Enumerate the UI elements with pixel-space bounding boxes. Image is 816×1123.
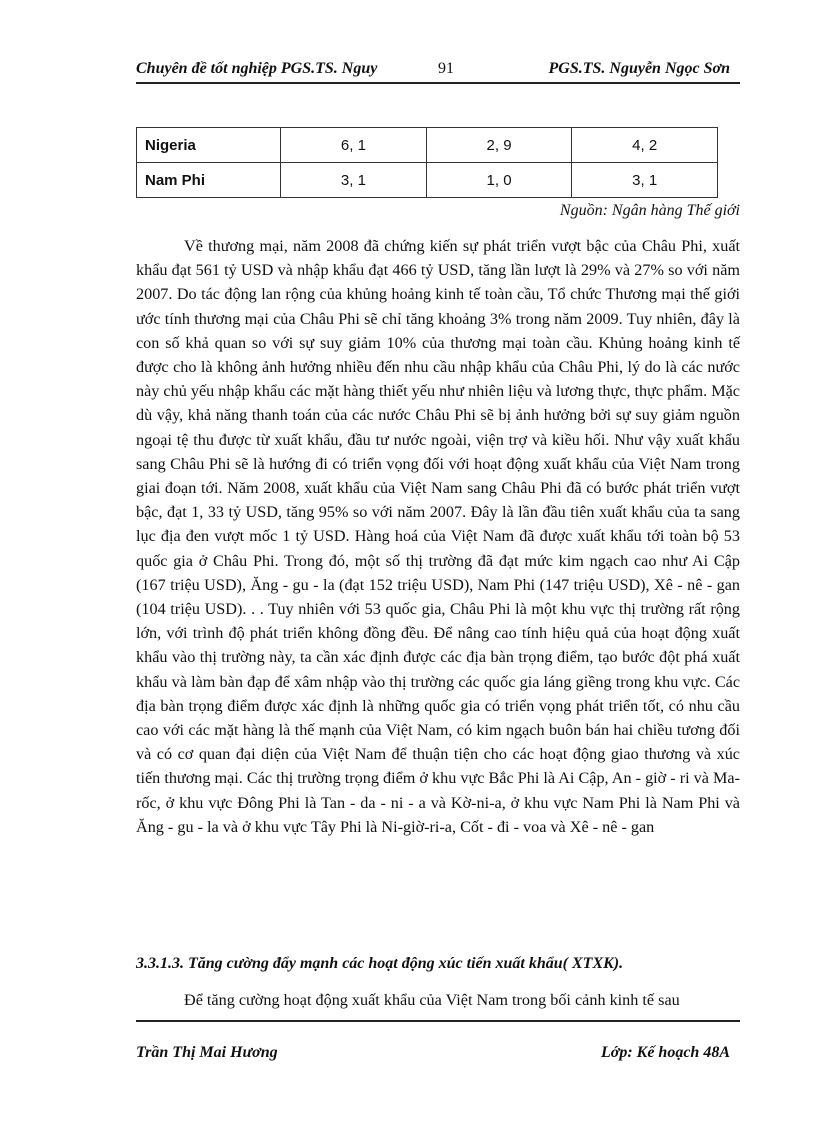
- footer-class: Lớp: Kế hoạch 48A: [600, 1044, 730, 1061]
- page-number: 91: [438, 60, 454, 77]
- table-cell: 3, 1: [572, 163, 718, 198]
- body-paragraph-container: [136, 234, 740, 839]
- body-paragraph: Để tăng cường hoạt động xuất khẩu của Việt Nam trong bối cảnh kinh tế sau: [184, 991, 680, 1009]
- header-right-text: PGS.TS. Nguyễn Ngọc Sơn: [548, 60, 730, 77]
- table-cell: 4, 2: [572, 128, 718, 163]
- table-cell-country: Nigeria: [137, 128, 281, 163]
- table-cell: 2, 9: [426, 128, 572, 163]
- table-row: [137, 128, 718, 163]
- page-footer: [136, 1020, 740, 1061]
- table-row: [137, 163, 718, 198]
- table-cell: 1, 0: [426, 163, 572, 198]
- table-cell: 3, 1: [281, 163, 427, 198]
- table-cell: 6, 1: [281, 128, 427, 163]
- body-paragraph: Về thương mại, năm 2008 đã chứng kiến sự phát triển vượt bậc của Châu Phi, xuất khẩu đạt 561 tỷ USD và nhập khẩu đạt 466 tỷ USD, tăng lần lượt là 29% và 27% so với năm 2007. Do tác động lan rộng của khủng hoảng kinh tế toàn cầu, Tổ chức Thương mại thế giới ước tính thương mại của Châu Phi sẽ chỉ tăng khoảng 3% trong năm 2009. Tuy nhiên, đây là con số khả quan so với sự suy giảm 10% của thương mại toàn cầu. Khủng hoảng kinh tế được cho là không ảnh hưởng nhiều đến nhu cầu nhập khẩu của Châu Phi, lý do là các nước này chủ yếu nhập khẩu các mặt hàng thiết yếu như nhiên liệu và lương thực, thực phẩm. Mặc dù vậy, khả năng thanh toán của các nước Châu Phi sẽ bị ảnh hưởng bởi sự suy giảm nguồn ngoại tệ thu được từ xuất khẩu, đầu tư nước ngoài, viện trợ và kiều hối. Như vậy xuất khẩu sang Châu Phi sẽ là hướng đi có triển vọng đối với hoạt động xuất khẩu của Việt Nam trong giai đoạn tới. Năm 2008, xuất khẩu của Việt Nam sang Châu Phi đã có bước phát triển vượt bậc, đạt 1, 33 tỷ USD, tăng 95% so với năm 2007. Đây là lần đầu tiên xuất khẩu của ta sang lục địa đen vượt mốc 1 tỷ USD. Hàng hoá của Việt Nam đã được xuất khẩu tới toàn bộ 53 quốc gia ở Châu Phi. Trong đó, một số thị trường đã đạt mức kim ngạch cao như Ai Cập (167 triệu USD), Ăng - gu - la (đạt 152 triệu USD), Nam Phi (147 triệu USD), Xê - nê - gan (104 triệu USD). . . Tuy nhiên với 53 quốc gia, Châu Phi là một khu vực thị trường rất rộng lớn, với trình độ phát triển không đồng đều. Để nâng cao tính hiệu quả của hoạt động xuất khẩu vào thị trường này, ta cần xác định được các địa bàn trọng điểm, tạo bước đột phá xuất khẩu và làm bàn đạp để xâm nhập vào thị trường các quốc gia láng giềng trong khu vực. Các địa bàn trọng điểm được xác định là những quốc gia có triển vọng phát triển tốt, có nhu cầu cao với các mặt hàng là thế mạnh của Việt Nam, có kim ngạch buôn bán hai chiều tương đối và có cơ quan đại diện của Việt Nam để thuận tiện cho các hoạt động giao thương và xúc tiến thương mại. Các thị trường trọng điểm ở khu vực Bắc Phi là Ai Cập, An - giờ - ri và Ma-rốc, ở khu vực Đông Phi là Tan - da - ni - a và Kờ-ni-a, ở khu vực Nam Phi là Nam Phi và Ăng - gu - la và ở khu vực Tây Phi là Ni-giờ-ri-a, Cốt - đi - voa và Xê - nê - gan: [136, 237, 740, 836]
- section-heading: 3.3.1.3. Tăng cường đẩy mạnh các hoạt động xúc tiến xuất khẩu( XTXK).: [136, 955, 624, 972]
- table-source: Nguồn: Ngân hàng Thế giới: [559, 202, 740, 219]
- data-table: [136, 127, 718, 198]
- footer-author: Trần Thị Mai Hương: [136, 1044, 278, 1061]
- table-cell-country: Nam Phi: [137, 163, 281, 198]
- header-left-text: Chuyên đề tốt nghiệp PGS.TS. Nguy: [136, 60, 378, 77]
- page-header: [136, 60, 740, 84]
